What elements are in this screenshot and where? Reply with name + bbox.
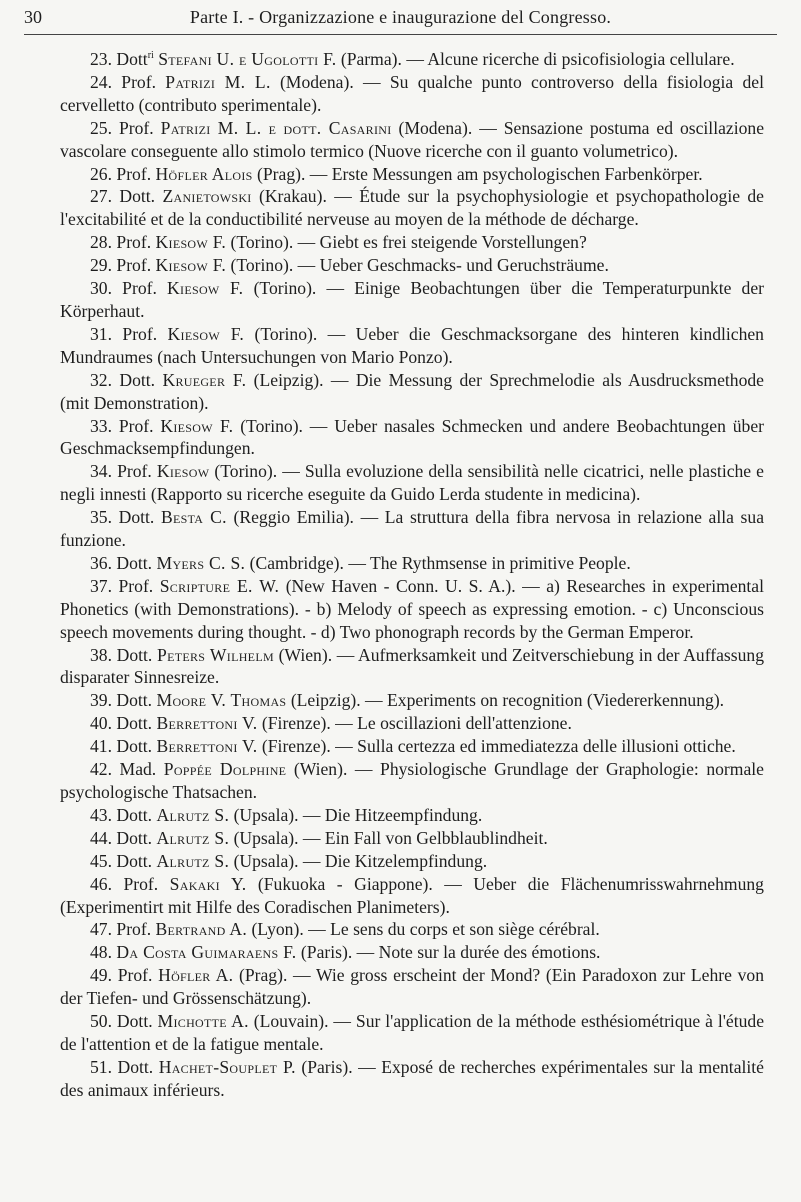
- entry-number: 23.: [90, 49, 112, 69]
- entry-number: 50.: [90, 1011, 112, 1032]
- entry-number: 24.: [90, 71, 112, 92]
- list-item: [60, 185, 764, 231]
- entry-text: (Leipzig). — Die Messung der Sprechmelodie als Ausdrucksmethode (mit Demonstration).: [60, 369, 764, 413]
- entry-number: 37.: [90, 575, 112, 596]
- entry-author: Krueger F.: [162, 369, 247, 390]
- entry-author: Poppée Dolphine: [163, 759, 287, 780]
- entry-text: (Torino). — Ueber die Geschmacksorgane des hinteren kindlichen Mundraumes (nach Untersuchungen von Mario Ponzo).: [60, 323, 764, 367]
- entry-number: 38.: [90, 644, 112, 665]
- entry-author: Alrutz S.: [156, 827, 230, 848]
- entry-title-prefix: Prof.: [118, 117, 154, 138]
- list-item: [60, 1056, 764, 1102]
- entry-author: Kiesow F.: [167, 323, 245, 344]
- list-item: [60, 758, 764, 804]
- entry-number: 30.: [90, 278, 112, 299]
- entry-title-prefix: Prof.: [122, 278, 157, 299]
- entry-author: Myers C. S.: [156, 552, 246, 573]
- entry-text: (Paris). — Note sur la durée des émotions.: [300, 942, 601, 963]
- entry-title-prefix: Dott.: [118, 507, 155, 528]
- entry-text: (Prag). — Erste Messungen am psychologischen Farbenkörper.: [257, 163, 703, 184]
- entry-number: 28.: [90, 232, 112, 253]
- entry-title-prefix: Dott.: [116, 736, 153, 757]
- entry-text: (Leipzig). — Experiments on recognition (Viedererkennung).: [290, 690, 725, 711]
- list-item: [60, 415, 764, 461]
- list-item: [60, 277, 764, 323]
- page-header: [0, 0, 801, 40]
- entry-number: 35.: [90, 507, 112, 528]
- entry-title-prefix: Prof.: [118, 575, 154, 596]
- entry-text: (Firenze). — Le oscillazioni dell'attenzione.: [261, 713, 572, 734]
- list-item: [60, 827, 764, 850]
- entry-text: (Cambridge). — The Rythmsense in primitive People.: [249, 552, 631, 573]
- page-number: 30: [24, 7, 42, 27]
- list-item: [60, 552, 764, 575]
- entry-text: (Parma). — Alcune ricerche di psicofisiologia cellulare.: [340, 49, 735, 69]
- entry-number: 40.: [90, 713, 112, 734]
- entry-author: Kiesow: [156, 461, 210, 482]
- entry-number: 26.: [90, 163, 112, 184]
- entry-title-prefix: Prof.: [116, 232, 152, 253]
- entry-number: 32.: [90, 369, 112, 390]
- list-item: [60, 231, 764, 254]
- entry-author: Kiesow F.: [155, 232, 227, 253]
- entry-number: 46.: [90, 873, 112, 894]
- list-item: [60, 323, 764, 369]
- entry-title-prefix: Dott.: [117, 1056, 154, 1077]
- entry-author: Kiesow F.: [160, 415, 234, 436]
- entry-author: Hachet-Souplet P.: [158, 1056, 296, 1077]
- header-rule: [24, 34, 777, 35]
- entry-title-prefix: Prof.: [117, 461, 152, 482]
- entry-author: Berrettoni V.: [156, 713, 258, 734]
- entry-text: (Wien). — Physiologische Grundlage der Graphologie: normale psychologische Thatsachen.: [60, 759, 764, 802]
- entry-text: (Modena). — Su qualche punto controverso della fisiologia del cervelletto (contributo sperimentale).: [60, 71, 765, 115]
- running-title: Parte I. - Organizzazione e inaugurazione del Congresso.: [189, 7, 612, 27]
- entry-title-superscript: ri: [147, 50, 154, 62]
- list-item: [60, 117, 764, 163]
- entry-author: Sakaki Y.: [169, 873, 247, 894]
- entry-author: Zanietowski: [162, 186, 252, 207]
- entry-title-prefix: Prof.: [121, 71, 156, 92]
- list-item: [60, 873, 764, 919]
- list-item: [60, 689, 764, 712]
- list-item: [60, 918, 764, 941]
- entry-title-prefix: Mad.: [119, 759, 157, 780]
- entry-number: 41.: [90, 736, 112, 757]
- entry-author: Patrizi M. L. e dott. Casarini: [160, 117, 392, 138]
- entry-number: 45.: [90, 850, 112, 871]
- entry-title-prefix: Dott.: [116, 804, 153, 825]
- entry-number: 39.: [90, 690, 112, 711]
- list-item: [60, 48, 764, 71]
- entry-title-prefix: Prof.: [123, 873, 159, 894]
- entry-text: (Lyon). — Le sens du corps et son siège cérébral.: [251, 919, 600, 940]
- entry-author: Stefani U. e Ugolotti F.: [158, 49, 337, 69]
- entry-text: (Prag). — Wie gross erscheint der Mond? (Ein Paradoxon zur Lehre von der Tiefen- und Grössenschätzung).: [60, 965, 765, 1009]
- entry-text: (Firenze). — Sulla certezza ed immediatezza delle illusioni ottiche.: [261, 736, 736, 757]
- entry-author: Kiesow F.: [167, 278, 244, 299]
- list-item: [60, 964, 764, 1010]
- entry-author: Bertrand A.: [155, 919, 248, 940]
- entry-title-prefix: Dott: [116, 49, 148, 69]
- entry-title-prefix: Dott.: [116, 690, 153, 711]
- entry-text: (Torino). — Einige Beobachtungen über die Temperaturpunkte der Körperhaut.: [60, 278, 765, 321]
- list-item: [60, 941, 764, 964]
- entry-text: (Upsala). — Ein Fall von Gelbblaublindheit.: [233, 827, 548, 848]
- entry-text: (New Haven - Conn. U. S. A.). — a) Researches in experimental Phonetics (with Demonstrations). - b) Melody of speech as expressing emotion. - c) Unconscious speech movements during thought. - d) Two phonograph records by the German Emperor.: [60, 575, 765, 642]
- list-item: [60, 506, 764, 552]
- entry-text: (Reggio Emilia). — La struttura della fibra nervosa in relazione alla sua funzione.: [60, 507, 765, 551]
- entry-number: 36.: [90, 552, 112, 573]
- list-item: [60, 575, 764, 644]
- list-item: [60, 369, 764, 415]
- entry-text: (Upsala). — Die Hitzeempfindung.: [233, 804, 483, 825]
- entry-text: (Wien). — Aufmerksamkeit und Zeitverschiebung in der Auffassung disparater Sinnesreize.: [60, 644, 764, 688]
- entry-author: Alrutz S.: [156, 850, 230, 871]
- list-item: [60, 850, 764, 873]
- entry-author: Besta C.: [160, 507, 227, 528]
- entry-author: Moore V. Thomas: [156, 690, 287, 711]
- entry-number: 25.: [90, 117, 112, 138]
- entry-text: (Torino). — Ueber nasales Schmecken und andere Beobachtungen über Geschmacksempfindungen.: [60, 415, 764, 459]
- entry-title-prefix: Prof.: [122, 323, 158, 344]
- entry-number: 49.: [90, 965, 112, 986]
- entry-number: 29.: [90, 255, 112, 276]
- entry-number: 34.: [90, 461, 112, 482]
- list-item: [60, 804, 764, 827]
- entry-number: 48.: [90, 942, 112, 963]
- entry-title-prefix: Dott.: [116, 850, 153, 871]
- entry-author: Peters Wilhelm: [157, 644, 274, 665]
- list-item: [60, 254, 764, 277]
- entry-title-prefix: Dott.: [119, 369, 156, 390]
- entry-title-prefix: Dott.: [116, 644, 153, 665]
- entry-number: 42.: [90, 759, 112, 780]
- entry-author: Kiesow F.: [155, 255, 227, 276]
- entry-title-prefix: Dott.: [116, 827, 153, 848]
- entry-text: (Torino). — Giebt es frei steigende Vorstellungen?: [230, 232, 587, 253]
- list-item: [60, 1010, 764, 1056]
- entry-title-prefix: Prof.: [118, 415, 154, 436]
- entry-number: 27.: [90, 186, 112, 207]
- entry-author: Scripture E. W.: [159, 575, 280, 596]
- list-item: [60, 71, 764, 117]
- entry-author: Höfler Alois: [155, 163, 253, 184]
- entry-title-prefix: Dott.: [116, 713, 153, 734]
- entry-number: 47.: [90, 919, 112, 940]
- entry-text: (Upsala). — Die Kitzelempfindung.: [233, 850, 488, 871]
- entry-text: (Modena). — Sensazione postuma ed oscillazione vascolare conseguente allo stimolo termico (Nuove ricerche con il guanto volumetrico).: [60, 117, 764, 161]
- entry-number: 51.: [90, 1056, 112, 1077]
- entry-title-prefix: Prof.: [117, 965, 153, 986]
- entry-number: 33.: [90, 415, 112, 436]
- list-item: [60, 460, 764, 506]
- entry-title-prefix: Prof.: [116, 919, 152, 940]
- entry-title-prefix: Dott.: [116, 552, 153, 573]
- entry-number: 44.: [90, 827, 112, 848]
- entry-text: (Louvain). — Sur l'application de la méthode esthésiométrique à l'étude de l'attention et de la fatigue mentale.: [60, 1011, 764, 1054]
- entry-title-prefix: Prof.: [116, 163, 152, 184]
- entry-author: Patrizi M. L.: [165, 71, 271, 92]
- entry-text: (Fukuoka - Giappone). — Ueber die Flächenumrisswahrnehmung (Experimentirt mit Hilfe des Coradischen Planimeters).: [60, 873, 764, 917]
- entry-author: Alrutz S.: [156, 804, 230, 825]
- entry-author: Höfler A.: [158, 965, 234, 986]
- list-item: [60, 712, 764, 735]
- entry-number: 31.: [90, 323, 112, 344]
- entry-text: (Paris). — Exposé de recherches expérimentales sur la mentalité des animaux inférieurs.: [60, 1056, 764, 1100]
- entry-text: (Torino). — Sulla evoluzione della sensibilità nelle cicatrici, nelle plastiche e negli innesti (Rapporto su ricerche eseguite da Guido Lerda studente in medicina).: [60, 461, 764, 505]
- entry-author: Michotte A.: [157, 1011, 249, 1032]
- entry-text: (Krakau). — Étude sur la psychophysiologie et psychopathologie de l'excitabilité et de la conductibilité nerveuse au moyen de la méthode de décharge.: [60, 186, 764, 230]
- entry-text: (Torino). — Ueber Geschmacks- und Geruchsträume.: [230, 255, 609, 276]
- entry-author: Da Costa Guimaraens F.: [116, 942, 297, 963]
- communications-list: [60, 48, 764, 1102]
- entry-title-prefix: Prof.: [116, 255, 152, 276]
- list-item: [60, 735, 764, 758]
- entry-title-prefix: Dott.: [116, 1011, 153, 1032]
- list-item: [60, 163, 764, 186]
- entry-number: 43.: [90, 804, 112, 825]
- list-item: [60, 644, 764, 690]
- entry-title-prefix: Dott.: [119, 186, 156, 207]
- entry-author: Berrettoni V.: [156, 736, 258, 757]
